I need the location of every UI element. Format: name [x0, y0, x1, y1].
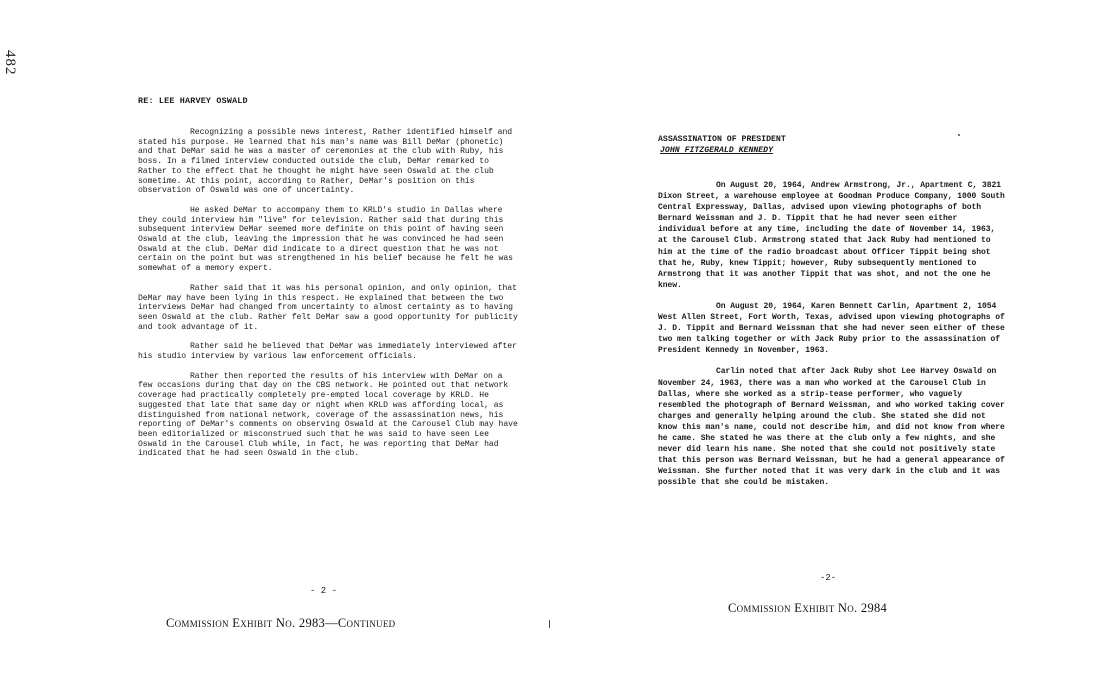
right-heading-line-2: JOHN FITZGERALD KENNEDY	[660, 146, 774, 155]
page-number: 482	[2, 50, 18, 76]
left-exhibit-caption	[166, 616, 395, 631]
left-paragraph-3: Rather said that it was his personal opinion, and only opinion, that DeMar may have been lying in this respect. He explained that between the two interviews DeMar had changed from uncertainty to almost certainty as to having seen Oswald at the club. Rather felt DeMar saw a good opportunity for publicity and took advantage of it.	[138, 283, 518, 332]
left-document-page	[138, 96, 518, 469]
left-paragraph-2: He asked DeMar to accompany them to KRLD's studio in Dallas where they could interview him "live" for television. Rather said that during this subsequent interview DeMar seemed more definite on this point of having seen Oswald at the club, leaving the impression that he was convinced he had seen Oswald at the club. DeMar did indicate to a direct question that he was not certain on the point but was strengthened in his belief because he felt he was somewhat of a memory expert.	[138, 205, 513, 274]
right-paragraph-1: On August 20, 1964, Andrew Armstrong, Jr., Apartment C, 3821 Dixon Street, a warehouse employee at Goodman Produce Company, 1000 South Central Expressway, Dallas, advised upon viewing photographs of both Bernard Weissman and J. D. Tippit that he had never seen either individual before at any time, including the date of November 14, 1963, at the Carousel Club. Armstrong stated that Jack Ruby had mentioned to him at the time of the radio broadcast about Officer Tippit being shot that he, Ruby, knew Tippit; however, Ruby subsequently mentioned to Armstrong that it was another Tippit that was shot, and not the one he knew.	[658, 181, 1005, 290]
scan-speck	[549, 620, 550, 628]
right-exhibit-caption: Commission Exhibit No. 2984	[728, 601, 888, 615]
right-document-page	[658, 134, 1008, 498]
left-paragraph-1: Recognizing a possible news interest, Rather identified himself and stated his purpose. He learned that his man's name was Bill DeMar (phonetic) and that DeMar said he was a master of ceremonies at the club with Ruby, his boss. In a filmed interview conducted outside the club, DeMar remarked to Rather to the effect that he thought he might have seen Oswald at the club sometime. At this point, according to Rather, DeMar's position on this observation of Oswald was one of uncertainty.	[138, 128, 513, 196]
right-heading-line-1: ASSASSINATION OF PRESIDENT	[658, 135, 786, 144]
right-paragraph-3: Carlin noted that after Jack Ruby shot Lee Harvey Oswald on November 24, 1963, there was a man who worked at the Carousel Club in Dallas, where she worked as a strip-tease performer, who vaguely resembled the photograph of Bernard Weissman, and who worked taking cover charges and generally helping around the club. She stated she did not know this man's name, could not describe him, and did not know from where he came. She stated he was there at the club only a few nights, and she never did learn his name. She noted that she could not positively state that this person was Bernard Weissman, but he had a general appearance of Weissman. She further noted that it was very dark in the club and it was possible that she could be mistaken.	[658, 367, 1005, 488]
left-paragraph-5: Rather then reported the results of his interview with DeMar on a few occasions during that day on the CBS network. He pointed out that network coverage had practically completely pre-empted local coverage by KRLD. He suggested that late that same day or night when KRLD was affording local, as distinguished from national network, coverage of the assassination news, his reporting of DeMar's comments on observing Oswald at the Carousel Club may have been editorialized or misconstrued such that he was said to have seen Lee Oswald in the Carousel Club while, in fact, he was reporting that DeMar had indicated that he had seen Oswald in the club.	[138, 371, 518, 459]
left-page-marker: - 2 -	[310, 586, 338, 596]
re-line: RE: LEE HARVEY OSWALD	[138, 96, 248, 106]
left-paragraph-4: Rather said he believed that DeMar was immediately interviewed after his studio interview by various law enforcement officials.	[138, 342, 517, 362]
left-exhibit-suffix: —Continued	[325, 616, 396, 630]
right-page-marker: -2-	[820, 573, 837, 583]
left-exhibit-title: Commission Exhibit No. 2983	[166, 616, 326, 630]
right-heading	[658, 134, 1008, 156]
right-paragraph-2: On August 20, 1964, Karen Bennett Carlin, Apartment 2, 1054 West Allen Street, Fort Worth, Texas, advised upon viewing photographs of J. D. Tippit and Bernard Weissman that she had never seen either of these two men talking together or with Jack Ruby prior to the assassination of President Kennedy in November, 1963.	[658, 301, 1005, 356]
scan-speck	[958, 134, 960, 136]
